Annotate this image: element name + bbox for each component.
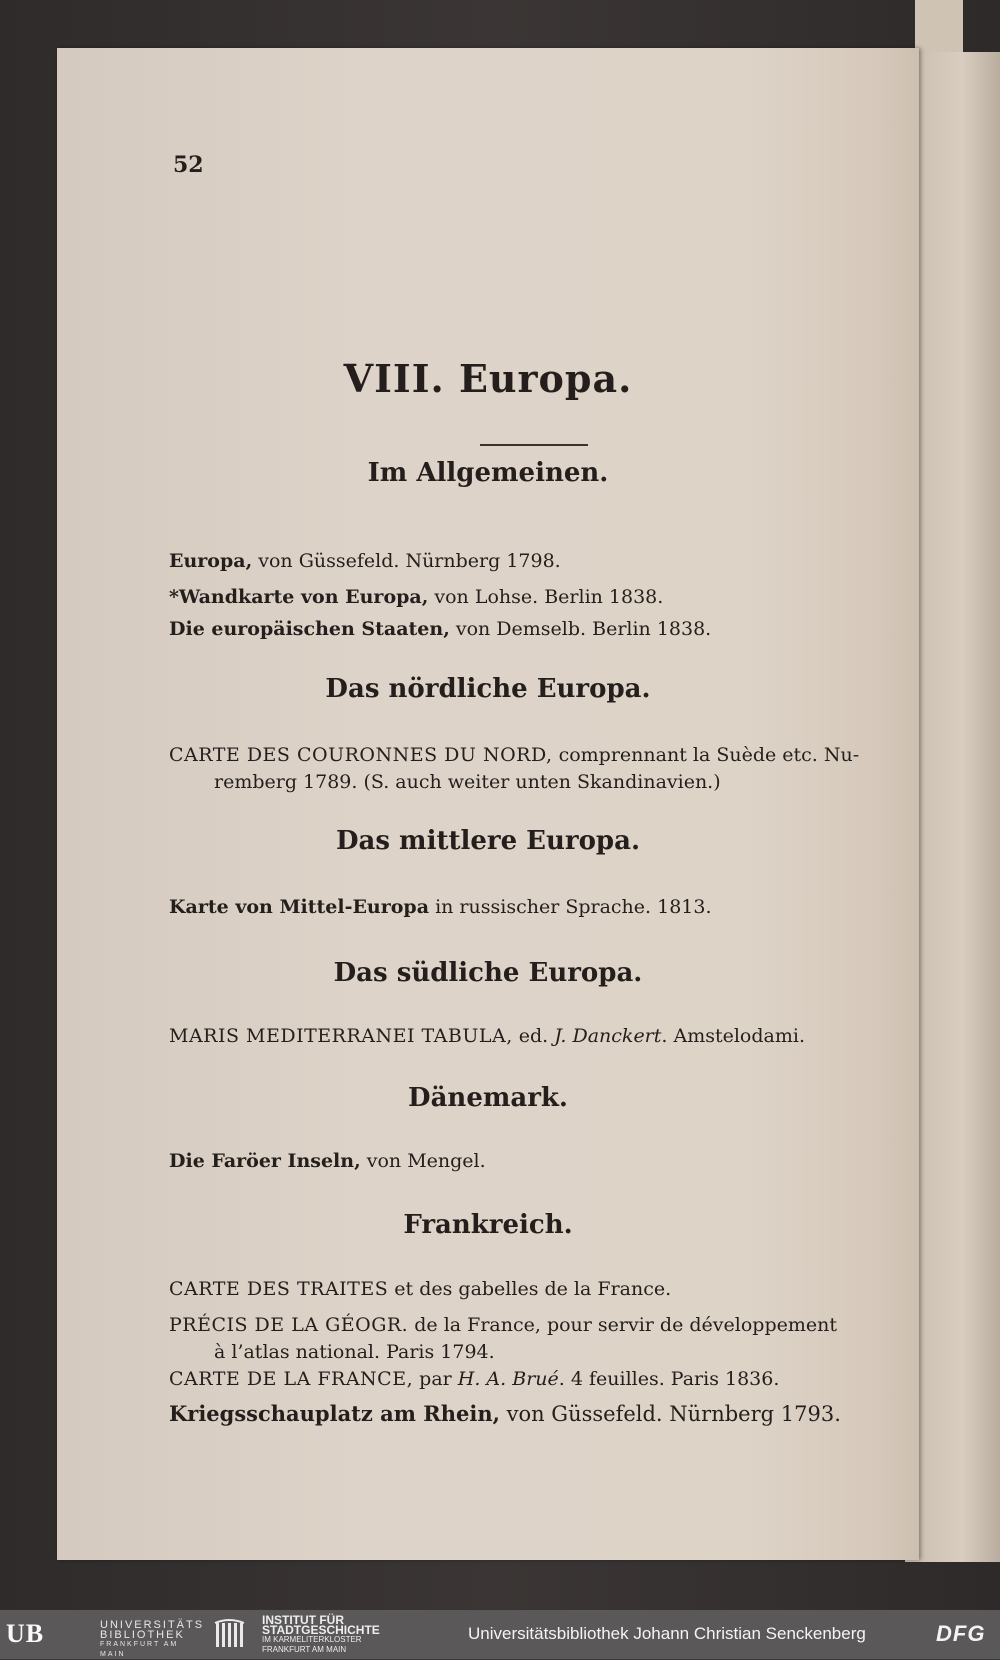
entry-detail: . 4 feuilles. Paris 1836. [558, 1368, 780, 1390]
entry-title: MARIS MEDITERRANEI TABULA, [169, 1025, 513, 1047]
entry [169, 742, 909, 796]
institute-line: FRANKFURT AM MAIN [262, 1645, 347, 1654]
facing-page-edge [905, 52, 1000, 1562]
entry [169, 548, 909, 575]
institute-line: IM KARMELITERKLOSTER [262, 1635, 362, 1644]
document-page [57, 48, 919, 1560]
back-sheet-edge [915, 0, 963, 55]
entry-title: CARTE DES COURONNES DU NORD, [169, 744, 553, 766]
ub-logo[interactable] [6, 1618, 205, 1658]
chapter-title: VIII. Europa. [343, 356, 633, 401]
entry-title: CARTE DE LA FRANCE, [169, 1368, 414, 1390]
entry [169, 1276, 909, 1303]
entry-detail: de la France, pour servir de développement [408, 1314, 837, 1336]
entry-detail: von Güssefeld. Nürnberg 1793. [499, 1402, 841, 1426]
entry-detail: et des gabelles de la France. [388, 1278, 672, 1300]
page-number: 52 [173, 152, 204, 178]
entry-title: Kriegsschauplatz am Rhein, [169, 1401, 500, 1426]
title-divider [480, 444, 588, 446]
section-heading-northern-europe: Das nördliche Europa. [325, 674, 651, 704]
institute-logo-text[interactable] [262, 1615, 380, 1655]
library-name-link[interactable]: Universitätsbibliothek Johann Christian Senckenberg [468, 1624, 866, 1643]
institute-logo-icon [214, 1619, 254, 1649]
section-heading-general: Im Allgemeinen. [367, 458, 609, 488]
entry [169, 584, 909, 611]
entry-detail: ed. [512, 1025, 555, 1047]
entry-detail: comprennant la Suède etc. Nu- [552, 744, 860, 766]
entry [169, 894, 909, 921]
entry [169, 616, 909, 643]
entry [169, 1400, 909, 1428]
entry-title: *Wandkarte von Europa, [169, 586, 429, 608]
entry-title: Die Faröer Inseln, [169, 1150, 361, 1172]
ub-logo-line: FRANKFURT AM MAIN [100, 1641, 179, 1658]
entry-detail: par [413, 1368, 458, 1390]
section-heading-southern-europe: Das südliche Europa. [333, 958, 643, 988]
entry-title: Europa, [169, 550, 253, 572]
ub-logo-line: BIBLIOTHEK [100, 1629, 185, 1641]
entry-title: PRÉCIS DE LA GÉOGR. [169, 1314, 409, 1336]
entry-author: H. A. Brué [457, 1368, 559, 1390]
viewer-footer [0, 1610, 1000, 1659]
entry [169, 1148, 909, 1175]
entry-title: Die europäischen Staaten, [169, 618, 450, 640]
entry-title: Karte von Mittel-Europa [169, 896, 430, 918]
entry [169, 1312, 909, 1366]
section-heading-france: Frankreich. [403, 1210, 573, 1240]
ub-logo-text [100, 1620, 204, 1660]
ub-logo-line: UNIVERSITÄTS [100, 1619, 205, 1631]
entry [169, 1366, 909, 1393]
entry-continuation: remberg 1789. (S. auch weiter unten Skandinavien.) [214, 771, 721, 793]
ub-logo-mark: UB [6, 1619, 45, 1648]
section-heading-central-europe: Das mittlere Europa. [335, 826, 641, 856]
dfg-logo[interactable]: DFG [936, 1621, 986, 1646]
institute-line: STADTGESCHICHTE [262, 1623, 380, 1637]
entry-title: CARTE DES TRAITES [169, 1278, 389, 1300]
entry [169, 1023, 909, 1050]
entry-detail: von Demselb. Berlin 1838. [449, 618, 712, 640]
section-heading-denmark: Dänemark. [408, 1083, 568, 1113]
entry-detail: von Güssefeld. Nürnberg 1798. [252, 550, 561, 572]
entry-detail: in russischer Sprache. 1813. [429, 896, 712, 918]
entry-detail: . Amstelodami. [661, 1025, 805, 1047]
entry-detail: von Mengel. [360, 1150, 486, 1172]
entry-continuation: à l’atlas national. Paris 1794. [214, 1341, 495, 1363]
entry-detail: von Lohse. Berlin 1838. [428, 586, 664, 608]
institute-line: INSTITUT FÜR [262, 1613, 344, 1627]
entry-author: J. Danckert [554, 1025, 662, 1047]
